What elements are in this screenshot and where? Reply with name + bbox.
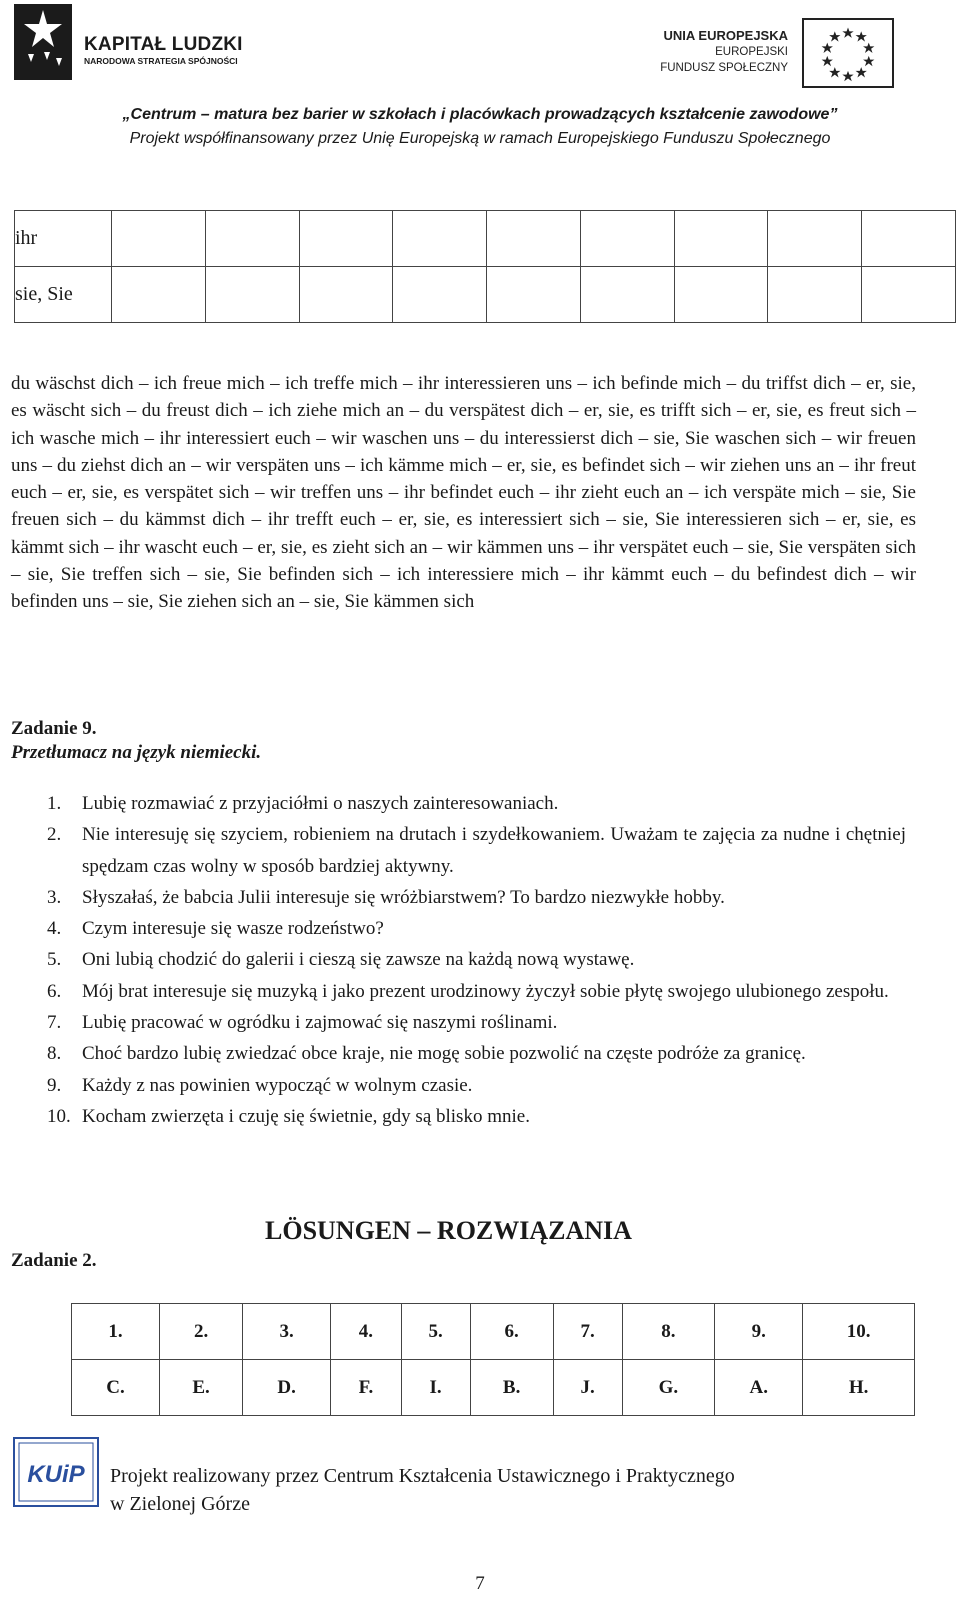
list-item-text: Lubię pracować w ogródku i zajmować się naszymi roślinami.: [82, 1012, 558, 1034]
answer-number: 4.: [331, 1304, 402, 1360]
answer-number: 3.: [243, 1304, 331, 1360]
footer-line1: Projekt realizowany przez Centrum Kształcenia Ustawicznego i Praktycznego: [110, 1465, 735, 1487]
answer-letter: E.: [159, 1360, 242, 1416]
list-item-number: 9.: [47, 1074, 62, 1096]
kapital-ludzki-logo: [14, 4, 274, 80]
table-cell: [15, 211, 112, 267]
answer-number: 1.: [72, 1304, 160, 1360]
kapital-ludzki-title: KAPITAŁ LUDZKI: [84, 34, 243, 55]
table-cell: [112, 211, 206, 267]
pronoun-table: [14, 210, 956, 323]
answer-number: 6.: [470, 1304, 553, 1360]
list-item: [11, 819, 906, 882]
list-item-number: 6.: [47, 980, 62, 1002]
footer-text: [110, 1462, 735, 1518]
list-item-text: Choć bardzo lubię zwiedzać obce kraje, nie mogę sobie pozwolić na częste podróże za granicę.: [82, 1043, 806, 1065]
pronoun-label: ihr: [15, 227, 38, 249]
answer-letter: I.: [401, 1360, 470, 1416]
answer-letter: H.: [803, 1360, 915, 1416]
table-cell: [393, 211, 487, 267]
page-number: 7: [475, 1573, 485, 1594]
list-item-text: Oni lubią chodzić do galerii i cieszą się zawsze na każdą nową wystawę.: [82, 949, 635, 971]
table-cell: [205, 267, 299, 323]
answer-number: 8.: [622, 1304, 715, 1360]
table-cell: [299, 267, 393, 323]
list-item: [11, 1007, 906, 1038]
list-item: [11, 882, 906, 913]
list-item-number: 5.: [47, 949, 62, 971]
answer-number: 7.: [553, 1304, 622, 1360]
table-cell: [299, 211, 393, 267]
eu-flag-icon: [802, 18, 894, 88]
table-cell: [15, 267, 112, 323]
table-cell: [112, 267, 206, 323]
project-title: „Centrum – matura bez barier w szkołach i placówkach prowadzących kształcenie zawodowe”: [122, 106, 838, 123]
eu-logo-line1: UNIA EUROPEJSKA: [663, 28, 788, 43]
list-item: [11, 1038, 906, 1069]
table-cell: [580, 211, 674, 267]
answer-letter: G.: [622, 1360, 715, 1416]
table-row: [72, 1360, 915, 1416]
eu-logo: [640, 18, 900, 90]
pronoun-label: sie, Sie: [15, 283, 73, 305]
table-cell: [487, 211, 581, 267]
kapital-ludzki-subtitle: NARODOWA STRATEGIA SPÓJNOŚCI: [84, 56, 238, 66]
answer-letter: F.: [331, 1360, 402, 1416]
answer-letter: C.: [72, 1360, 160, 1416]
list-item-text: Nie interesuję się szyciem, robieniem na drutach i szydełkowaniem. Uważam te zajęcia za nudne i chętniej spędzam czas wolny w sposób bardziej aktywny.: [82, 824, 906, 877]
kapital-ludzki-emblem-icon: [14, 4, 72, 80]
list-item-number: 3.: [47, 886, 62, 908]
verb-forms-paragraph: du wäschst dich – ich freue mich – ich treffe mich – ihr interessieren uns – ich befinde mich – du triffst dich – er, sie, es wäscht sich – du freust dich – ich ziehe mich an – du verspätest dich – er, sie, es trifft sich – er, sie, es freut sich – ich wasche mich – ihr interessiert euch – wir waschen uns – du interessierst dich – sie, Sie waschen sich – wir freuen uns – du ziehst dich an – wir verspäten uns – ich kämme mich – er, sie, es befindet sich – wir ziehen uns an – ihr freut euch – er, sie, es verspätet sich – wir treffen uns – ihr befindet euch – ihr zieht euch an – ich verspäte mich – sie, Sie freuen sich – du kämmst dich – ihr trefft euch – er, sie, es interessiert sich – sie, Sie interessieren sich – er, sie, es kämmt sich – ihr wascht euch – er, sie, es zieht sich an – wir kämmen uns – ihr verspätet euch – sie, Sie verspäten sich – sie, Sie treffen sich – sie, Sie befinden sich – ich interessiere mich – ihr kämmt euch – du befindest dich – wir befinden uns – sie, Sie ziehen sich an – sie, Sie kämmen sich: [11, 373, 916, 613]
list-item-text: Czym interesuje się wasze rodzeństwo?: [82, 918, 384, 940]
answer-letter: B.: [470, 1360, 553, 1416]
answer-letter: A.: [715, 1360, 803, 1416]
list-item-number: 2.: [47, 824, 62, 846]
list-item-text: Słyszałaś, że babcia Julii interesuje się wróżbiarstwem? To bardzo niezwykłe hobby.: [82, 886, 725, 908]
list-item-number: 10.: [47, 1105, 71, 1127]
task-9-title: Zadanie 9.: [11, 718, 97, 739]
table-cell: [205, 211, 299, 267]
solutions-heading: LÖSUNGEN – ROZWIĄZANIA: [265, 1216, 632, 1245]
table-cell: [674, 211, 768, 267]
answer-key-table: [71, 1303, 915, 1416]
kuip-logo-icon: [12, 1436, 100, 1508]
list-item: [11, 913, 906, 944]
answer-number: 2.: [159, 1304, 242, 1360]
list-item-text: Mój brat interesuje się muzyką i jako prezent urodzinowy życzył sobie płytę swojego ulubionego zespołu.: [82, 980, 889, 1002]
project-cofinancing-note: Projekt współfinansowany przez Unię Europejską w ramach Europejskiego Funduszu Społecznego: [129, 130, 831, 147]
table-cell: [580, 267, 674, 323]
eu-logo-line2: EUROPEJSKI: [715, 46, 788, 58]
table-cell: [674, 267, 768, 323]
table-cell: [393, 267, 487, 323]
kuip-logo-text: KUiP: [27, 1461, 85, 1488]
table-cell: [768, 211, 862, 267]
list-item: [11, 976, 906, 1007]
list-item-text: Każdy z nas powinien wypocząć w wolnym czasie.: [82, 1074, 473, 1096]
table-cell: [487, 267, 581, 323]
answer-letter: J.: [553, 1360, 622, 1416]
table-row: [15, 211, 956, 267]
list-item: [11, 944, 906, 975]
list-item-text: Kocham zwierzęta i czuję się świetnie, gdy są blisko mnie.: [82, 1105, 530, 1127]
list-item: [11, 788, 906, 819]
list-item-number: 4.: [47, 918, 62, 940]
footer-line2: w Zielonej Górze: [110, 1493, 250, 1515]
table-cell: [768, 267, 862, 323]
table-row: [15, 267, 956, 323]
answer-number: 10.: [803, 1304, 915, 1360]
answer-number: 5.: [401, 1304, 470, 1360]
list-item-number: 1.: [47, 793, 62, 814]
list-item: [11, 1101, 906, 1132]
translation-sentences-list: [11, 788, 906, 1132]
list-item: [11, 1070, 906, 1101]
list-item-number: 7.: [47, 1012, 62, 1034]
answer-letter: D.: [243, 1360, 331, 1416]
eu-logo-line3: FUNDUSZ SPOŁECZNY: [660, 62, 788, 74]
answer-number: 9.: [715, 1304, 803, 1360]
task-9-instruction: Przetłumacz na język niemiecki.: [11, 742, 262, 763]
table-row: [72, 1304, 915, 1360]
list-item-text: Lubię rozmawiać z przyjaciółmi o naszych zainteresowaniach.: [82, 793, 559, 814]
task-2-label: Zadanie 2.: [11, 1250, 97, 1271]
table-cell: [862, 211, 956, 267]
list-item-number: 8.: [47, 1043, 62, 1065]
table-cell: [862, 267, 956, 323]
